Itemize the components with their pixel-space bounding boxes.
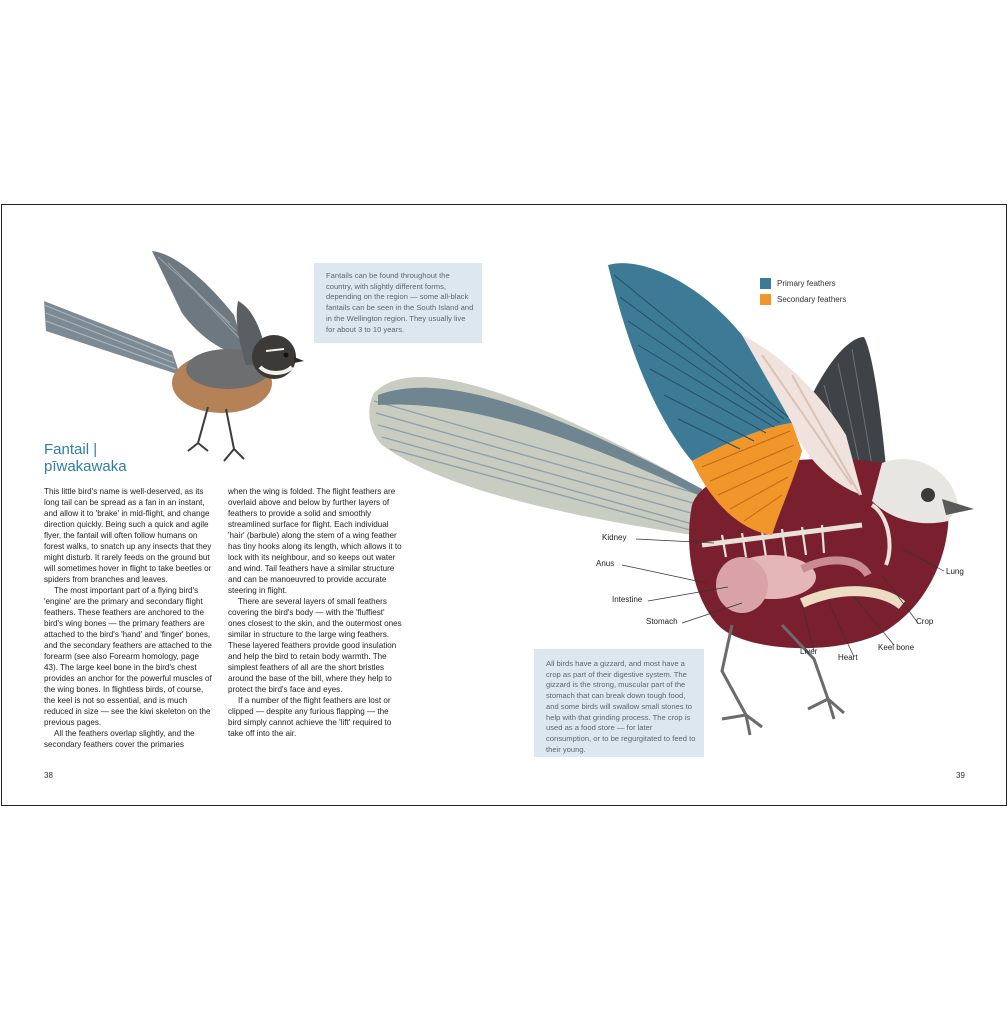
paragraph: The most important part of a flying bird's 'engine' are the primary and secondary flight feathers. These feathers are anchored to the bird's wing bones — the primary feathers are attached to the bird's 'hand' and 'finger' bones, and the secondary feathers are attached to the forearm (see also Forearm homology, page 43). The large keel bone in the bird's chest provides an anchor for the powerful muscles of the wing bones. In flightless birds, of course, the keel is not so essential, and is much reduced in size — see the kiwi skeleton on the previous pages.: [44, 586, 212, 727]
legend-item-primary: [760, 275, 846, 291]
body-column-1: [44, 486, 214, 750]
label-anus: Anus: [596, 559, 615, 568]
label-intestine: Intestine: [612, 595, 643, 604]
title-line-2: pīwakawaka: [44, 458, 127, 475]
legend-label-secondary: Secondary feathers: [777, 294, 847, 304]
label-kidney: Kidney: [602, 533, 627, 542]
label-liver: Liver: [800, 647, 818, 656]
legend-swatch-primary: [760, 278, 771, 289]
paragraph: This little bird's name is well-deserved, as its long tail can be spread as a fan in an instant, and allow it to 'brake' in mid-flight, and change direction quickly. Being such a quick and agile flyer, the fantail will often follow humans on forest walks, to snatch up any insects that they might disturb. It rarely feeds on the ground but will sometimes hover in flight to take beetles or spiders from branches and leaves.: [44, 487, 212, 584]
legend-item-secondary: [760, 291, 846, 307]
legend-label-primary: Primary feathers: [777, 278, 836, 288]
page-number-right: 39: [956, 771, 965, 780]
legend: [760, 275, 846, 307]
paragraph: All the feathers overlap slightly, and the secondary feathers cover the primaries: [44, 729, 195, 749]
title-line-1: Fantail |: [44, 441, 98, 458]
paragraph: If a number of the flight feathers are lost or clipped — despite any furious flapping — the bird simply cannot achieve the 'lift' required to take off into the air.: [228, 696, 392, 738]
legend-swatch-secondary: [760, 294, 771, 305]
label-crop: Crop: [916, 617, 934, 626]
body-column-2: [228, 486, 402, 739]
label-stomach: Stomach: [646, 617, 678, 626]
page-title: [44, 441, 127, 475]
paragraph: when the wing is folded. The flight feathers are overlaid above and below by further layers of feathers to provide a solid and smoothly streamlined surface for flight. Each individual 'hair' (barbule) along the stem of a wing feather has tiny hooks along its length, which allows it to lock with its neighbour, and so keeps out water and wind. Tail feathers have a similar structure and can be manoeuvred to provide accurate steering in flight.: [228, 487, 402, 595]
book-spread: [1, 204, 1007, 806]
label-keel-bone: Keel bone: [878, 643, 915, 652]
info-box-gizzard: All birds have a gizzard, and most have a crop as part of their digestive system. The gizzard is the strong, muscular part of the stomach that can break down tough food, and some birds will swallow small stones to help with that grinding process. The crop is used as a food store — for later consumption, or to be regurgitated to feed to their young.: [534, 649, 704, 757]
paragraph: There are several layers of small feathers covering the bird's body — with the 'fluffiest' ones closest to the skin, and the outermost ones similar in structure to the large wing feathers. These layered feathers provide good insulation and help the bird to retain body warmth. The simplest feathers of all are the short bristles around the base of the bill, where they help to protect the bird's face and eyes.: [228, 597, 402, 694]
label-heart: Heart: [838, 653, 858, 662]
label-lung: Lung: [946, 567, 964, 576]
page-number-left: 38: [44, 771, 53, 780]
fantail-illustration: [44, 251, 304, 461]
info-box-distribution: Fantails can be found throughout the country, with slightly different forms, depending on the region — some all-black fantails can be seen in the South Island and in the Wellington region. They usually live for about 3 to 10 years.: [314, 263, 482, 343]
